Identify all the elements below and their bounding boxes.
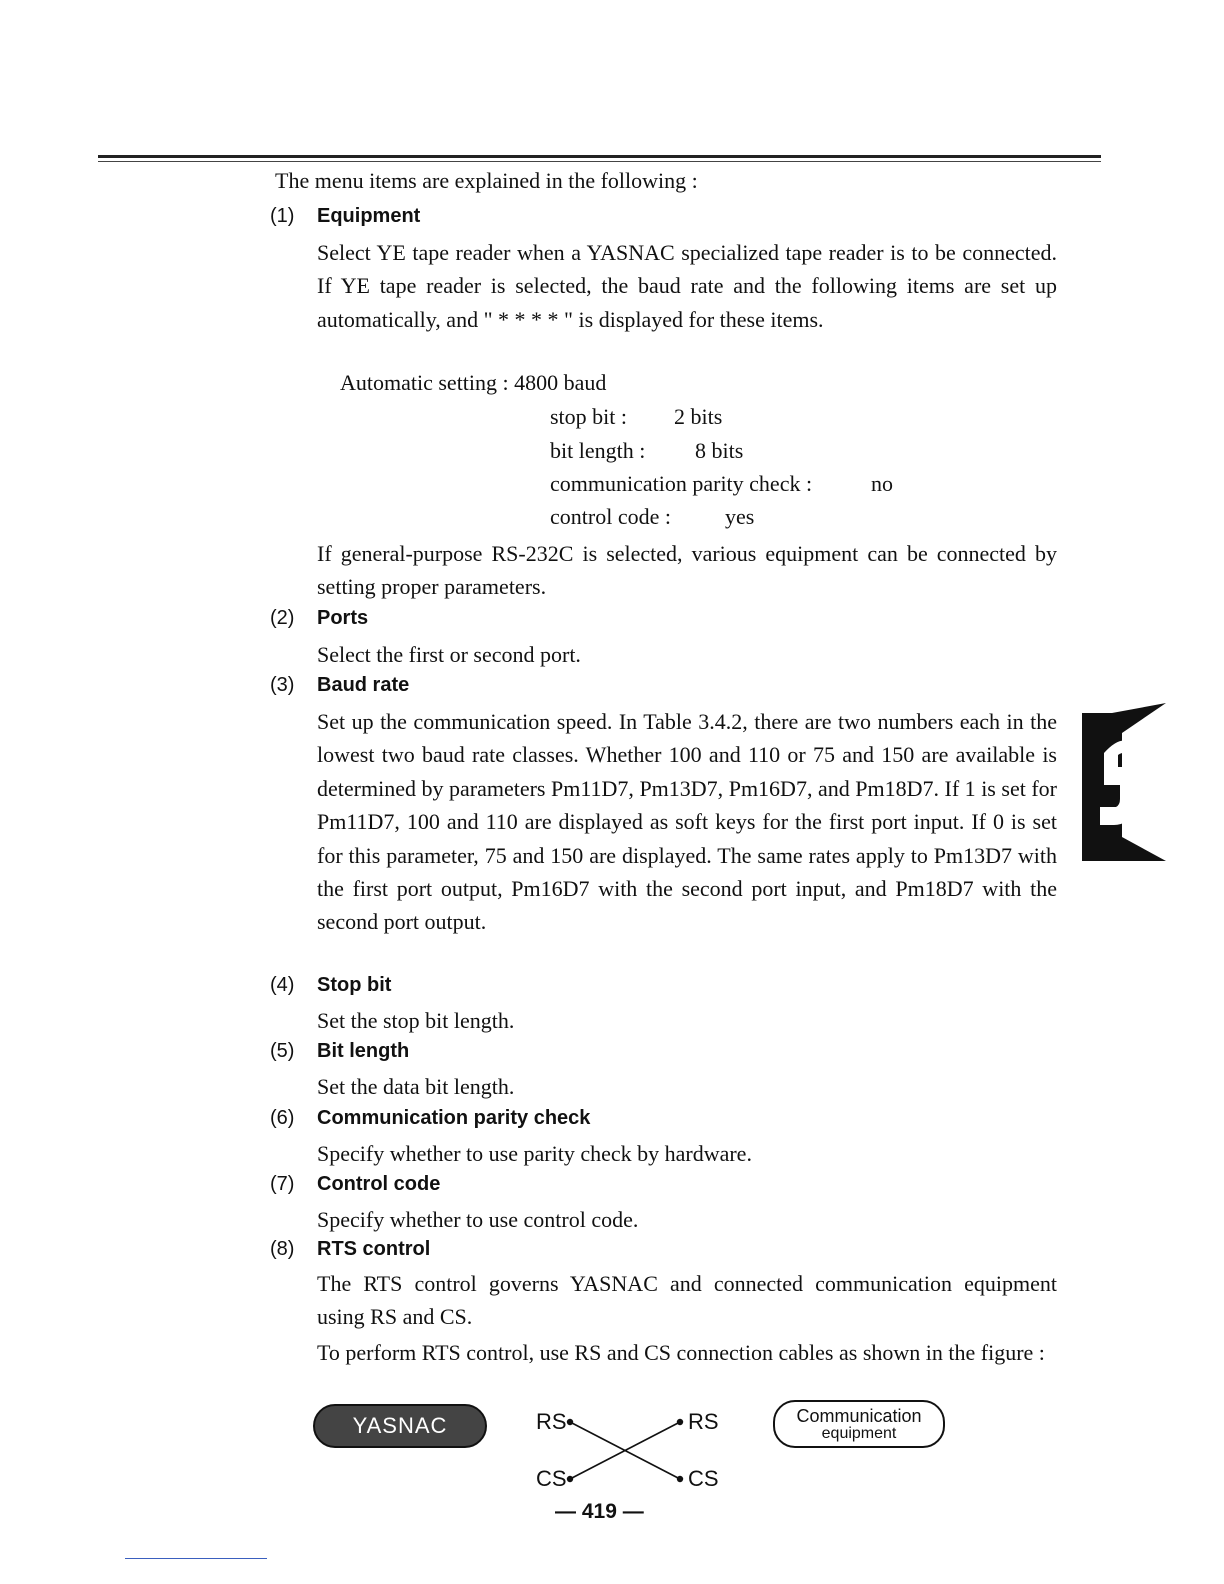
section-title: Stop bit xyxy=(317,974,392,996)
section-number: (6) xyxy=(270,1107,295,1129)
section-title: RTS control xyxy=(317,1238,431,1260)
right-cs-dot xyxy=(677,1476,683,1482)
automatic-setting-label: Automatic setting xyxy=(340,370,498,395)
section-number: (3) xyxy=(270,674,295,696)
section-number: (4) xyxy=(270,974,295,996)
setting-control-code-value: yes xyxy=(725,504,755,529)
section-title: Baud rate xyxy=(317,674,410,696)
yasnac-label: YASNAC xyxy=(352,1413,448,1438)
ports-paragraph: Select the first or second port. xyxy=(317,642,581,667)
section-number: (5) xyxy=(270,1040,295,1062)
top-rule-thin xyxy=(98,161,1101,162)
rts-wiring-diagram xyxy=(530,1402,730,1498)
setting-parity-value: no xyxy=(871,471,893,496)
section-heading-parity-check xyxy=(270,1107,590,1130)
section-number: (2) xyxy=(270,607,295,629)
equipment-paragraph-2: If general-purpose RS-232C is selected, various equipment can be connected by setting proper parameters. xyxy=(317,541,1057,600)
equipment-paragraph: Select YE tape reader when a YASNAC specialized tape reader is to be connected. If YE tape reader is selected, the baud rate and the following items are set up automatically, and " * * * * " is displayed for these items. xyxy=(317,240,1057,332)
setting-parity-label: communication parity check : xyxy=(550,471,813,496)
section-heading-rts-control xyxy=(270,1238,430,1261)
section-heading-bit-length xyxy=(270,1040,409,1063)
section-title: Bit length xyxy=(317,1040,410,1062)
communication-equipment-box xyxy=(773,1400,945,1448)
rts-paragraph-1: The RTS control governs YASNAC and connected communication equipment using RS and CS. xyxy=(317,1271,1057,1330)
page-number: — 419 — xyxy=(555,1500,644,1523)
section-title: Communication parity check xyxy=(317,1107,591,1129)
top-rule-thick xyxy=(98,155,1101,158)
left-rs-dot xyxy=(567,1419,573,1425)
setting-stop-bit-label: stop bit : xyxy=(550,404,628,429)
right-cs-label: CS xyxy=(688,1466,719,1491)
section-heading-stop-bit xyxy=(270,974,391,997)
right-rs-dot xyxy=(677,1419,683,1425)
baud-rate-paragraph: Set up the communication speed. In Table 3.4.2, there are two numbers each in the lowest two baud rate classes. Whether 100 and 110 or 75 and 150 are available is determined by parameters Pm11D7, Pm13D7, Pm16D7, and Pm18D7. If 1 is set for Pm11D7, 100 and 110 are displayed as soft keys for the first port input. If 0 is set for this parameter, 75 and 150 are displayed. The same rates apply to Pm13D7 with the first port output, Pm16D7 with the second port input, and Pm18D7 with the second port output. xyxy=(317,709,1057,935)
left-rs-label: RS xyxy=(536,1409,567,1434)
section-heading-control-code xyxy=(270,1173,440,1196)
right-rs-label: RS xyxy=(688,1409,719,1434)
setting-stop-bit-value: 2 bits xyxy=(674,404,723,429)
parity-check-paragraph: Specify whether to use parity check by hardware. xyxy=(317,1141,752,1166)
automatic-setting-line: Automatic setting : 4800 baud xyxy=(340,370,607,395)
intro-text: The menu items are explained in the following : xyxy=(275,168,698,193)
section-number: (8) xyxy=(270,1238,295,1260)
section-title: Equipment xyxy=(317,205,421,227)
section-title: Ports xyxy=(317,607,369,629)
section-title: Control code xyxy=(317,1173,441,1195)
setting-control-code-label: control code : xyxy=(550,504,671,529)
control-code-paragraph: Specify whether to use control code. xyxy=(317,1207,639,1232)
section-number: (7) xyxy=(270,1173,295,1195)
section-heading-equipment xyxy=(270,205,420,228)
stop-bit-paragraph: Set the stop bit length. xyxy=(317,1008,515,1033)
yasnac-box xyxy=(313,1404,487,1448)
section-number: (1) xyxy=(270,205,295,227)
setting-bit-length-value: 8 bits xyxy=(695,438,744,463)
left-cs-dot xyxy=(567,1476,573,1482)
left-cs-label: CS xyxy=(536,1466,567,1491)
bit-length-paragraph: Set the data bit length. xyxy=(317,1074,515,1099)
rts-paragraph-2: To perform RTS control, use RS and CS connection cables as shown in the figure : xyxy=(317,1340,1045,1365)
chapter-tab-3-icon xyxy=(1082,703,1166,861)
comm-equipment-label-line1: Communication xyxy=(796,1405,922,1426)
setting-bit-length-label: bit length : xyxy=(550,438,646,463)
automatic-setting-baud: 4800 baud xyxy=(514,370,607,395)
section-heading-ports xyxy=(270,607,368,630)
section-heading-baud-rate xyxy=(270,674,409,697)
footer-line xyxy=(125,1558,267,1559)
comm-equipment-label-line2: equipment xyxy=(821,1424,897,1442)
